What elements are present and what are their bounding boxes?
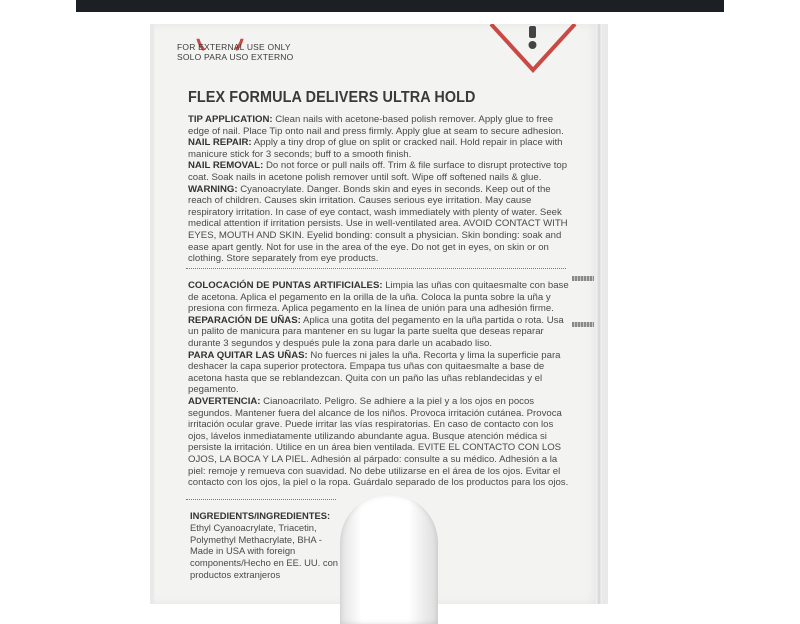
nail-repair-label: NAIL REPAIR:: [188, 137, 252, 149]
external-use-es: SOLO PARA USO EXTERNO: [177, 52, 294, 62]
nail-repair-paragraph: [188, 137, 572, 160]
warning-label: WARNING:: [188, 183, 238, 195]
ingredients-title: INGREDIENTS/INGREDIENTES:: [190, 510, 331, 521]
ingredients-line: components/Hecho en EE. UU. con: [190, 557, 338, 569]
spanish-instructions: [188, 280, 572, 489]
reparacion-paragraph: [188, 315, 572, 350]
ingredients-line: Ethyl Cyanoacrylate, Triacetin,: [190, 521, 317, 533]
ingredients-line: Polymethyl Methacrylate, BHA -: [190, 533, 322, 545]
ingredients-line: Made in USA with foreign: [190, 545, 296, 557]
package-edge: [596, 24, 602, 604]
hazard-diamond-icon: [487, 24, 579, 76]
reparacion-text: Aplica una gotita del pegamento en la uña partida o rota. Usa un palito de manicura para mantener en su lugar la parte suelta que deseas reparar durante 3 segundos y después pule la zona para darle un acabado liso.: [188, 314, 564, 349]
edge-tick-mark-1: [572, 276, 594, 281]
reparacion-label: REPARACIÓN DE UÑAS:: [188, 314, 301, 326]
tip-application-text: Clean nails with acetone-based polish remover. Apply glue to free edge of nail. Place Tip onto nail and press firmly. Apply glue at seam to secure adhesion.: [188, 114, 564, 137]
ingredients-line: productos extranjeros: [190, 568, 281, 580]
nail-removal-label: NAIL REMOVAL:: [188, 160, 264, 172]
warning-text: Cyanoacrylate. Danger. Bonds skin and eyes in seconds. Keep out of the reach of children. Causes skin irritation. Causes serious eye irritation. May cause respiratory irritation. In case of eye contact, wash immediately with plenty of water. Seek medical attention if irritation persists. Use in well-ventilated area. AVOID CONTACT WITH EYES, MOUTH AND SKIN. Eyelid bonding: consult a physician. Skin bonding: soak and ease apart gently. Not for use in the area of the eye. Do not get in eyes, on skin or on clothing. Store separately from eye products.: [188, 183, 568, 265]
colocacion-paragraph: [188, 280, 572, 315]
glue-tube-window: [340, 494, 438, 624]
edge-tick-mark-2: [572, 322, 594, 327]
quitar-paragraph: [188, 350, 572, 396]
external-use-notice: [177, 42, 293, 62]
tip-application-label: TIP APPLICATION:: [188, 114, 273, 125]
top-dark-bar: [76, 0, 724, 12]
nail-removal-text: Do not force or pull nails off. Trim & file surface to disrupt protective top coat. Soak nails in acetone polish remover until soft. Wipe off softened nails & glue.: [188, 160, 568, 183]
colocacion-label: COLOCACIÓN DE PUNTAS ARTIFICIALES:: [188, 280, 383, 291]
tip-application-paragraph: [188, 114, 572, 137]
exclamation-dot: [529, 41, 537, 49]
section-divider-1: [186, 268, 566, 269]
advertencia-label: ADVERTENCIA:: [188, 395, 261, 407]
nail-repair-text: Apply a tiny drop of glue on split or cracked nail. Hold repair in place with manicure stick for 3 seconds; buff to a smooth finish.: [188, 137, 563, 160]
exclamation-bar: [529, 26, 536, 38]
ingredients-section: [190, 510, 340, 581]
nail-removal-paragraph: [188, 160, 572, 183]
external-use-en: FOR EXTERNAL USE ONLY: [177, 42, 291, 52]
quitar-label: PARA QUITAR LAS UÑAS:: [188, 349, 308, 361]
warning-paragraph: [188, 184, 572, 265]
colocacion-text: Limpia las uñas con quitaesmalte con base de acetona. Aplica el pegamento en la orilla de la uña. Coloca la punta sobre la uña y presiona con firmeza. Aplica pegamento en la línea de unión para una adhesión firme.: [188, 280, 569, 315]
advertencia-text: Cianoacrilato. Peligro. Se adhiere a la piel y a los ojos en pocos segundos. Mantener fuera del alcance de los niños. Provoca irritación cutánea. Provoca irritación ocular grave. Puede irritar las vías respiratorias. En caso de contacto con los ojos, lávelos inmediatamente utilizando abundante agua. Busque atención médica si persiste la irritación. Utilice en un área bien ventilada. EVITE EL CONTACTO CON LOS OJOS, LA BOCA Y LA PIEL. Adhesión al párpado: consulte a su médico. Adhesión a la piel: remoje y remueva con suavidad. No debe utilizarse en el área de los ojos. Evitar el contacto con los ojos, la piel o la ropa. Guárdalo separado de los productos para los ojos.: [188, 395, 569, 489]
product-headline: FLEX FORMULA DELIVERS ULTRA HOLD: [188, 89, 476, 106]
quitar-text: No fuerces ni jales la uña. Recorta y lima la superficie para deshacer la capa superior protectora. Empapa tus uñas con quitaesmalte a base de acetona hasta que se reblandezcan. Quita con un paño las uñas reblandecidas y el pegamento.: [188, 349, 561, 396]
english-instructions: [188, 114, 572, 265]
section-divider-2: [186, 499, 336, 500]
advertencia-paragraph: [188, 396, 572, 489]
